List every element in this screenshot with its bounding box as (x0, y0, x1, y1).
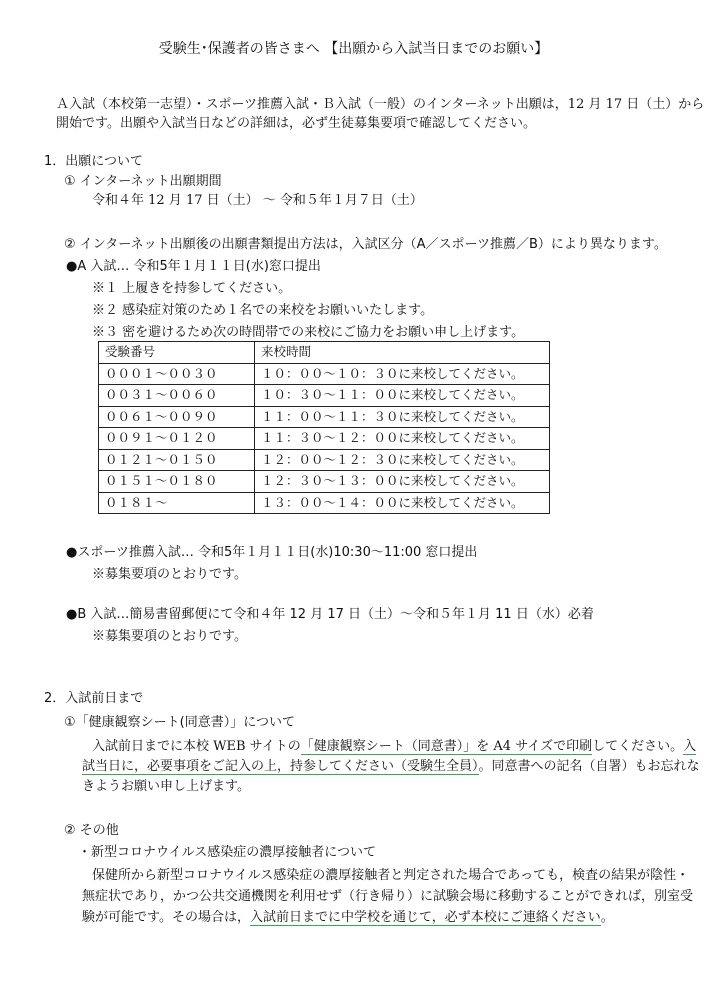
close-contact-contact-highlight: 入試前日までに中学校を通じて，必ず本校にご連絡ください (249, 910, 601, 925)
table-row (99, 428, 550, 450)
table-cell-exam-number: ００９１～０１２０ (99, 428, 255, 450)
section-2-item-1-heading: ①「健康観察シート(同意書）」について (64, 715, 295, 730)
table-header-exam-number: 受験番号 (99, 342, 255, 364)
table-cell-exam-number: ０１５１～０１８０ (99, 471, 255, 493)
health-sheet-bring-highlight: 入 (683, 739, 697, 754)
health-sheet-bring-highlight: 試当日に，必要事項をご記入の上，持参してください（受験生全員） (82, 759, 479, 774)
table-row (99, 471, 550, 493)
section-2-heading: 2．入試前日まで (44, 691, 144, 706)
table-cell-exam-number: ００６１～００９０ (99, 406, 255, 428)
sports-exam-note: ※募集要項のとおりです。 (92, 567, 247, 582)
a-exam-note-1: ※１ 上履きを持参してください。 (92, 281, 292, 296)
table-row (99, 385, 550, 407)
table-cell-exam-number: ０１８１～ (99, 492, 255, 514)
table-cell-arrival-time: １２：３０～１３：００に来校してください。 (255, 471, 550, 493)
table-header-row (99, 342, 550, 364)
health-sheet-text: 。同意書への記名（自署）もお忘れな (478, 759, 700, 774)
health-sheet-print-highlight: 「健康観察シート（同意書）」を A4 サイズで印刷 (300, 739, 593, 754)
table-cell-arrival-time: １０：００～１０：３０に来校してください。 (255, 363, 550, 385)
application-period: 令和４年 12 月 17 日（土） ～ 令和５年１月７日（土） (92, 193, 423, 208)
health-sheet-text: 入試前日までに本校 WEB サイトの (92, 739, 301, 754)
table-row (99, 406, 550, 428)
table-cell-exam-number: ０００１～００３０ (99, 363, 255, 385)
close-contact-text: 。 (600, 910, 614, 925)
table-cell-exam-number: ０１２１～０１５０ (99, 449, 255, 471)
close-contact-paragraph-line-2: 無症状であり，かつ公共交通機関を利用せず（行き帰り）に試験会場に移動することができれば，別室受 (82, 889, 694, 904)
intro-line-2: 開始です。出願や入試当日などの詳細は，必ず生徒募集要項で確認してください。 (56, 116, 536, 131)
table-cell-exam-number: ００３１～００６０ (99, 385, 255, 407)
health-sheet-paragraph-line-3: きようお願い申し上げます。 (82, 779, 250, 794)
table-row (99, 363, 550, 385)
page-title: 受験生･保護者の皆さまへ 【出願から入試当日までのお願い】 (158, 41, 549, 57)
b-exam-heading: ●B 入試…簡易書留郵便にて令和４年 12 月 17 日（土）～令和５年１月 11 日（水）必着 (66, 607, 594, 622)
table-row (99, 492, 550, 514)
table-row (99, 449, 550, 471)
close-contact-sub-heading: ・新型コロナウイルス感染症の濃厚接触者について (78, 845, 376, 860)
health-sheet-paragraph-line-2 (82, 758, 700, 776)
table-cell-arrival-time: １２：００～１２：３０に来校してください。 (255, 449, 550, 471)
table-header-arrival-time: 来校時間 (255, 342, 550, 364)
table-cell-arrival-time: １０：３０～１１：００に来校してください。 (255, 385, 550, 407)
health-sheet-text: してください。 (592, 739, 684, 754)
close-contact-paragraph-line-3 (82, 909, 614, 927)
intro-line-1: Ａ入試（本校第一志望）・スポーツ推薦入試・Ｂ入試（一般）のインターネット出願は，12 月 17 日（土）から (56, 97, 705, 112)
table-cell-arrival-time: １３：００～１４：００に来校してください。 (255, 492, 550, 514)
a-exam-heading: ●A 入試… 令和5年１月１１日(水)窓口提出 (66, 259, 321, 274)
arrival-schedule-table (98, 341, 550, 514)
section-1-heading: 1．出願について (44, 154, 144, 169)
table-cell-arrival-time: １１：３０～１２：００に来校してください。 (255, 428, 550, 450)
close-contact-text: 験が可能です。その場合は， (82, 910, 250, 925)
close-contact-paragraph-line-1: 保健所から新型コロナウイルス感染症の濃厚接触者と判定された場合であっても，検査の結果が陰性・ (92, 868, 690, 883)
a-exam-note-2: ※２ 感染症対策のため１名での来校をお願いいたします。 (92, 303, 434, 318)
b-exam-note: ※募集要項のとおりです。 (92, 629, 247, 644)
table-cell-arrival-time: １１：００～１１：３０に来校してください。 (255, 406, 550, 428)
section-1-item-2-heading: ② インターネット出願後の出願書類提出方法は，入試区分（A／スポーツ推薦／B）により異なります。 (64, 237, 667, 252)
health-sheet-paragraph-line-1 (92, 738, 696, 756)
a-exam-note-3: ※３ 密を避けるため次の時間帯での来校にご協力をお願い申し上げます。 (92, 325, 525, 340)
section-2-item-2-heading: ② その他 (64, 823, 119, 838)
sports-exam-heading: ●スポーツ推薦入試… 令和5年１月１１日(水)10:30～11:00 窓口提出 (66, 545, 478, 560)
section-1-item-1-heading: ① インターネット出願期間 (64, 174, 222, 189)
